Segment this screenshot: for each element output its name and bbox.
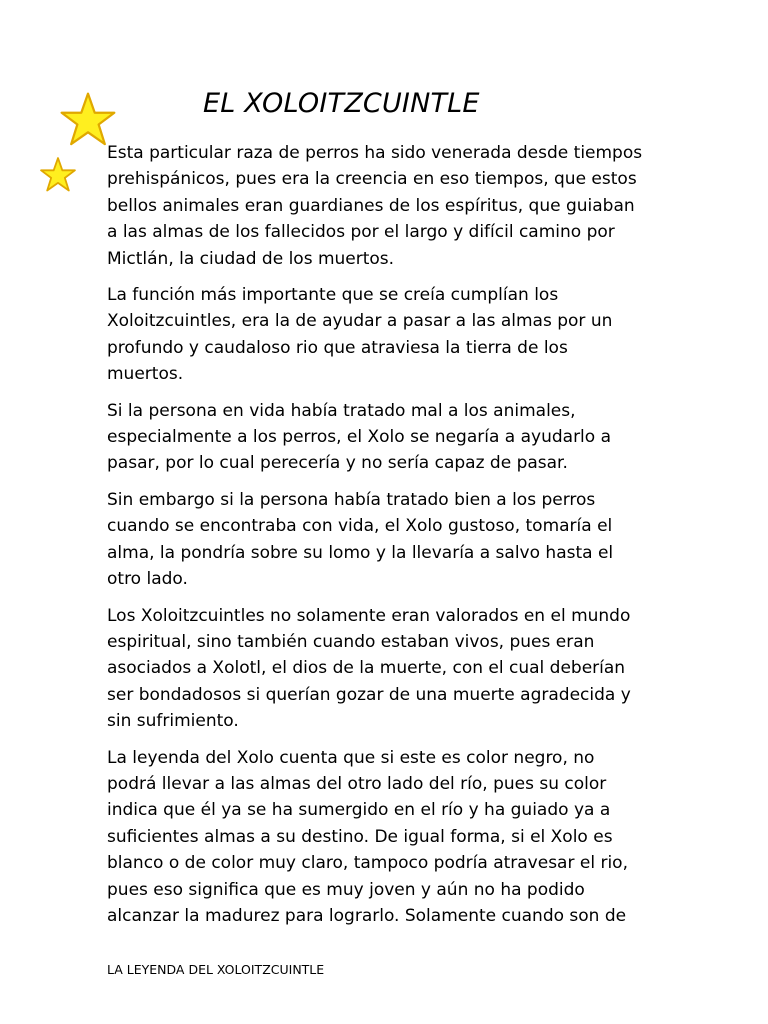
document-body bbox=[107, 140, 687, 939]
paragraph: Esta particular raza de perros ha sido venerada desde tiempos prehispánicos, pues era la creencia en eso tiempos, que estos bellos animales eran guardianes de los espíritus, que guiaban a las almas de los fallecidos por el largo y difícil camino por Mictlán, la ciudad de los muertos. bbox=[107, 143, 643, 269]
star-small-icon bbox=[40, 156, 76, 194]
page-footer: LA LEYENDA DEL XOLOITZCUINTLE bbox=[107, 962, 325, 977]
paragraph: La leyenda del Xolo cuenta que si este es color negro, no podrá llevar a las almas del otro lado del río, pues su color indica que él ya se ha sumergido en el río y ha guiado ya a suficientes almas a su destino. De igual forma, si el Xolo es blanco o de color muy claro, tampoco podría atravesar el rio, pues eso significa que es muy joven y aún no ha podido alcanzar la madurez para lograrlo. Solamente cuando son de bbox=[107, 747, 628, 926]
paragraph: Si la persona en vida había tratado mal a los animales, especialmente a los perros, el Xolo se negaría a ayudarlo a pasar, por lo cual perecería y no sería capaz de pasar. bbox=[107, 400, 611, 474]
document-title: EL XOLOITZCUINTLE bbox=[203, 88, 480, 119]
paragraph: Sin embargo si la persona había tratado bien a los perros cuando se encontraba con vida, el Xolo gustoso, tomaría el alma, la pondría sobre su lomo y la llevaría a salvo hasta el otro lado. bbox=[107, 489, 614, 590]
paragraph: Los Xoloitzcuintles no solamente eran valorados en el mundo espiritual, sino también cuando estaban vivos, pues eran asociados a Xolotl, el dios de la muerte, con el cual deberían ser bondadosos si querían gozar de una muerte agradecida y sin sufrimiento. bbox=[107, 605, 631, 732]
paragraph: La función más importante que se creía cumplían los Xoloitzcuintles, era la de ayudar a pasar a las almas por un profundo y caudaloso rio que atraviesa la tierra de los muertos. bbox=[107, 285, 613, 385]
